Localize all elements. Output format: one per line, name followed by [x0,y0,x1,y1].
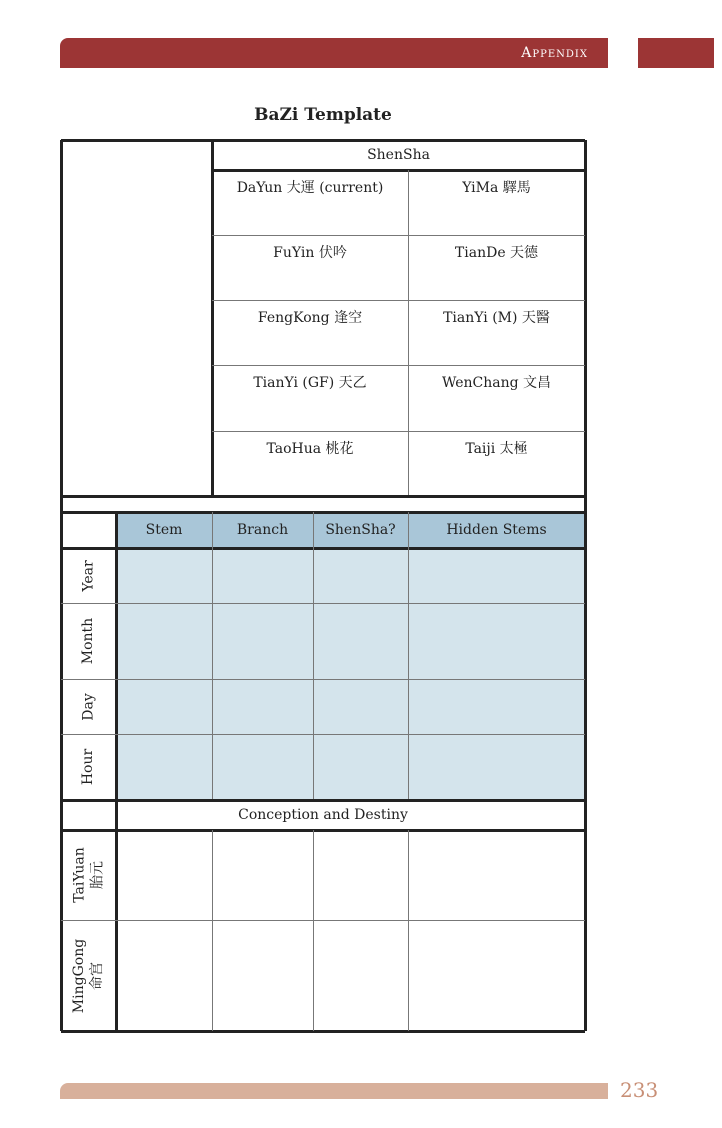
conception-label-latin: TaiYuan [71,847,88,903]
conception-label-latin: MingGong [71,938,88,1013]
shensha-item: FuYin 伏吟 [273,245,347,261]
grid-line [61,734,585,735]
grid-line [212,830,213,1031]
grid-line [584,140,587,1031]
grid-line [212,235,585,236]
grid-line [313,512,314,800]
column-header: Branch [236,522,289,538]
grid-line [212,300,585,301]
header-band [60,38,608,68]
pillar-row-label-text: Hour [80,748,97,786]
column-header: Hidden Stems [446,522,547,538]
grid-line [212,512,213,800]
shensha-item: WenChang 文昌 [441,375,552,391]
grid-line [61,829,585,832]
grid-line [212,365,585,366]
grid-line [212,431,585,432]
grid-line [61,139,585,142]
grid-line [61,1030,585,1033]
header-tab [638,38,714,68]
grid-line [408,170,409,496]
pillar-row-label [61,548,116,603]
shensha-item: TaoHua 桃花 [266,441,354,457]
grid-line [115,512,118,1031]
conception-row-label [61,830,116,920]
pillar-row-label-text: Month [80,617,97,665]
pillar-row-label [61,734,116,800]
pillar-cell-fill [116,548,585,800]
grid-line [61,495,585,498]
grid-line [212,169,585,172]
pillar-row-label-text: Year [80,559,97,592]
shensha-item: FengKong 逢空 [257,310,363,326]
page-number: 233 [620,1078,659,1102]
grid-line [408,512,409,800]
shensha-item: Taiji 太極 [465,441,528,457]
grid-line [60,140,63,1031]
conception-label-chinese: 胎元 [89,861,106,890]
shensha-item: DaYun 大運 (current) [236,180,384,196]
conception-row-label [61,920,116,1031]
pillar-row-label [61,679,116,734]
conception-label-chinese: 命宫 [89,961,106,990]
conception-heading: Conception and Destiny [238,807,408,823]
grid-line [61,799,585,802]
conception-row-label-text [71,938,107,1012]
grid-line [61,547,585,550]
column-header: Stem [145,522,183,538]
footer-band [60,1083,608,1099]
shensha-item: TianDe 天德 [454,245,539,261]
grid-line [61,679,585,680]
shensha-item: TianYi (GF) 天乙 [253,375,367,391]
pillar-row-label-text: Day [80,692,97,721]
column-header: ShenSha? [325,522,396,538]
grid-line [61,603,585,604]
shensha-item: TianYi (M) 天醫 [443,310,550,326]
grid-line [61,920,585,921]
grid-line [313,830,314,1031]
shensha-heading: ShenSha [367,147,430,163]
grid-line [408,830,409,1031]
grid-line [211,140,214,496]
shensha-item: YiMa 驛馬 [462,180,531,196]
pillar-row-label [61,603,116,679]
conception-row-label-text [71,847,107,902]
page-title: BaZi Template [254,105,392,125]
running-header: Appendix [521,45,588,61]
grid-line [61,511,585,514]
